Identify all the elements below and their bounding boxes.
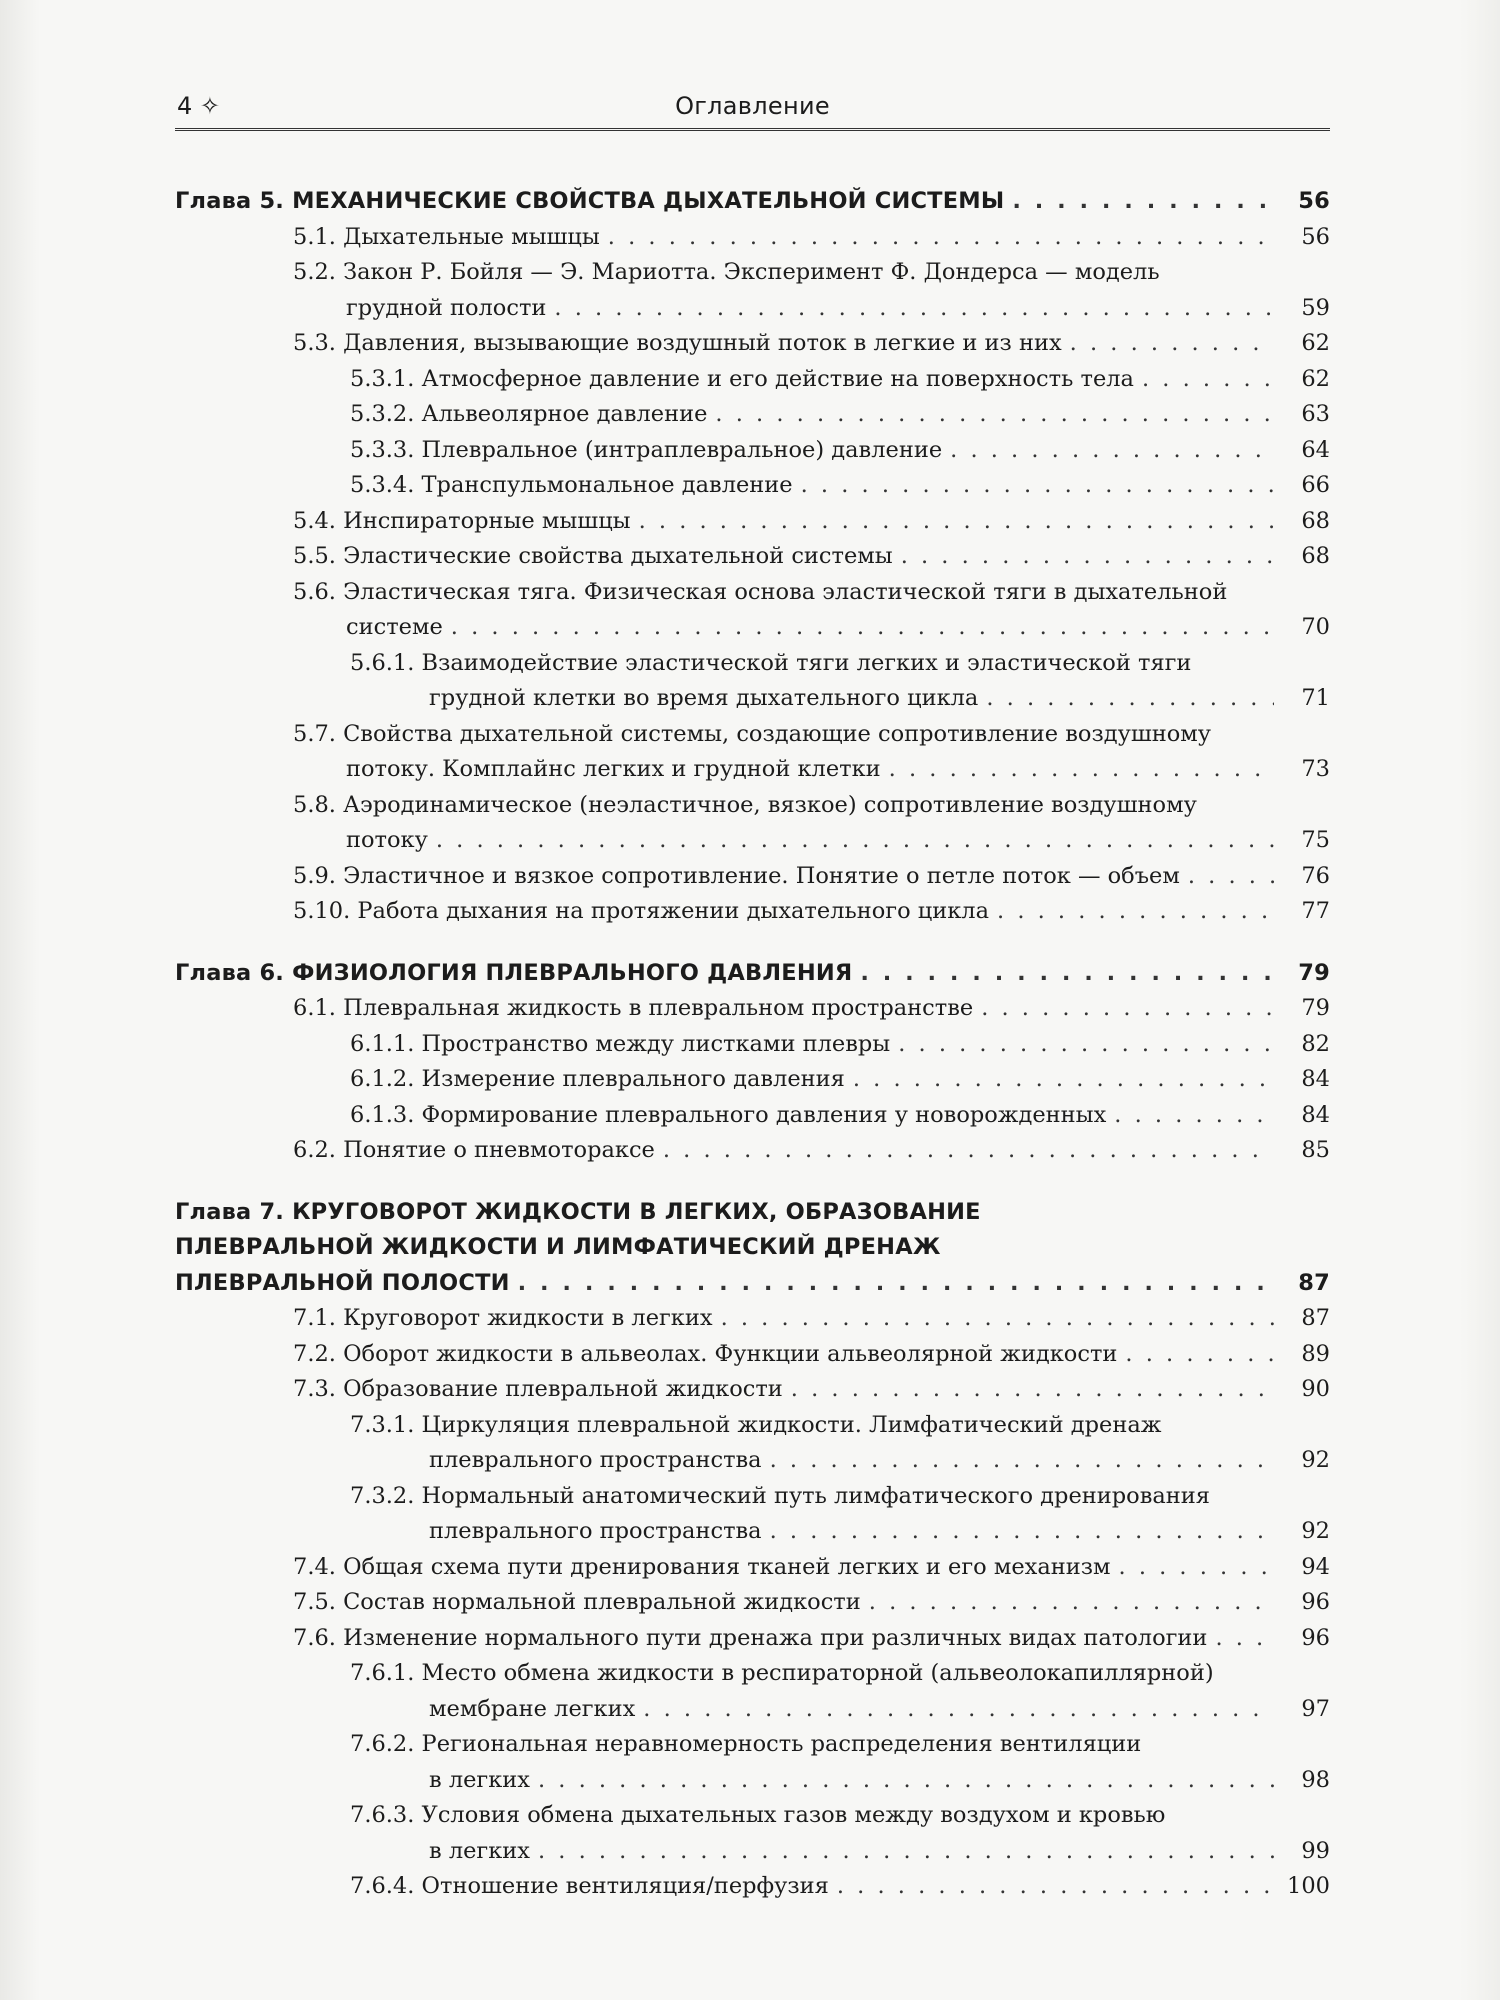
toc-entry-text: 5.6.1. Взаимодействие эластической тяги легких и эластической тяги (350, 649, 1192, 676)
toc-entry-text: 5.3.4. Транспульмональное давление (350, 472, 793, 498)
toc-entry-text: грудной клетки во время дыхательного цикла (429, 685, 979, 711)
toc-entry-text: 7.1. Круговорот жидкости в легких (293, 1305, 713, 1331)
toc-page-number: 76 (1301, 862, 1330, 889)
ornament-icon: ✧ (199, 92, 221, 120)
dot-leader (986, 681, 1274, 717)
toc-page-number: 73 (1301, 756, 1330, 782)
dot-leader (981, 991, 1274, 1027)
toc-page-number: 98 (1301, 1766, 1330, 1793)
toc-page-number: 90 (1301, 1376, 1330, 1402)
toc-page-number: 99 (1301, 1837, 1330, 1864)
toc-entry (175, 433, 1330, 469)
toc-entry-text: 7.6.1. Место обмена жидкости в респираторной (альвеолокапиллярной) (350, 1660, 1214, 1686)
toc-entry (175, 468, 1330, 504)
toc-entry (175, 1798, 1330, 1869)
toc-page-number: 75 (1301, 827, 1330, 853)
dot-leader (1215, 1621, 1274, 1657)
toc-page-number: 96 (1301, 1589, 1330, 1615)
dot-leader (901, 539, 1274, 575)
dot-leader (451, 610, 1274, 646)
toc-entry-text: 5.3.3. Плевральное (интраплевральное) давление (350, 436, 943, 463)
toc-page-number: 84 (1301, 1101, 1330, 1128)
toc-entry-text: системе (346, 614, 443, 640)
toc-entry (175, 788, 1330, 859)
toc-entry-text: 7.5. Состав нормальной плевральной жидкости (293, 1589, 861, 1615)
toc-entry-text: 7.3.1. Циркуляция плевральной жидкости. Лимфатический дренаж (350, 1411, 1162, 1438)
toc-entry-text: Глава 5. МЕХАНИЧЕСКИЕ СВОЙСТВА ДЫХАТЕЛЬНОЙ СИСТЕМЫ (175, 188, 1005, 214)
toc-chapter-entry (175, 184, 1330, 220)
toc-entry (175, 397, 1330, 433)
dot-leader (721, 1301, 1274, 1337)
toc-entry-text: потоку. Комплайнс легких и грудной клетки (346, 756, 881, 782)
toc-page-number: 82 (1301, 1030, 1330, 1057)
dot-leader (1142, 362, 1274, 398)
dot-leader (1119, 1550, 1274, 1586)
toc-entry-text: ПЛЕВРАЛЬНОЙ ЖИДКОСТИ И ЛИМФАТИЧЕСКИЙ ДРЕНАЖ (175, 1234, 941, 1260)
toc-entry-text: 7.2. Оборот жидкости в альвеолах. Функции альвеолярной жидкости (293, 1340, 1118, 1367)
toc-page-number: 62 (1301, 365, 1330, 392)
toc-entry-text: 7.6. Изменение нормального пути дренажа при различных видах патологии (293, 1624, 1208, 1651)
toc-entry-text: 6.1.1. Пространство между листками плевры (350, 1030, 891, 1057)
toc-entry (175, 1585, 1330, 1621)
toc-page-number: 97 (1301, 1695, 1330, 1722)
dot-leader (869, 1585, 1274, 1621)
toc-page-number: 68 (1301, 507, 1330, 534)
toc-entry (175, 1656, 1330, 1727)
toc-entry-text: грудной полости (346, 294, 547, 321)
dot-leader (860, 956, 1274, 992)
toc-page-number: 84 (1301, 1066, 1330, 1092)
toc-entry (175, 504, 1330, 540)
toc-entry-text: 5.8. Аэродинамическое (неэластичное, вязкое) сопротивление воздушному (293, 791, 1197, 818)
toc-entry (175, 1098, 1330, 1134)
toc-page-number: 85 (1301, 1137, 1330, 1163)
dot-leader (889, 752, 1274, 788)
toc-page-number: 56 (1301, 223, 1330, 250)
dot-leader (770, 1443, 1274, 1479)
toc-entry-text: 5.4. Инспираторные мышцы (293, 507, 631, 534)
toc-entry (175, 575, 1330, 646)
dot-leader (1125, 1337, 1274, 1373)
toc-entry (175, 1479, 1330, 1550)
toc-entry (175, 326, 1330, 362)
dot-leader (639, 504, 1274, 540)
dot-leader (608, 220, 1274, 256)
toc-page-number: 94 (1301, 1553, 1330, 1580)
dot-leader (770, 1514, 1274, 1550)
toc-entry-text: 7.4. Общая схема пути дренирования тканей легких и его механизм (293, 1553, 1111, 1580)
toc-entry-text: в легких (429, 1766, 530, 1793)
dot-leader (801, 468, 1274, 504)
toc-page-number: 87 (1301, 1305, 1330, 1331)
toc-page-number: 56 (1298, 188, 1330, 214)
running-header (175, 88, 1330, 131)
toc-entry-text: 7.6.3. Условия обмена дыхательных газов между воздухом и кровью (350, 1802, 1166, 1828)
toc-entry (175, 1869, 1330, 1905)
toc-entry (175, 1408, 1330, 1479)
toc-page-number: 64 (1301, 436, 1330, 463)
toc-entry (175, 1621, 1330, 1657)
toc-page-number: 63 (1301, 401, 1330, 427)
toc-entry-text: 5.6. Эластическая тяга. Физическая основа эластической тяги в дыхательной (293, 578, 1228, 605)
dot-leader (898, 1027, 1274, 1063)
toc-entry-text: ПЛЕВРАЛЬНОЙ ПОЛОСТИ (175, 1269, 510, 1296)
toc-page-number: 79 (1301, 995, 1330, 1021)
toc-page-number: 70 (1301, 614, 1330, 640)
toc-entry-text: 5.7. Свойства дыхательной системы, создающие сопротивление воздушному (293, 720, 1212, 747)
toc-chapter-entry (175, 956, 1330, 992)
dot-leader (538, 1763, 1274, 1799)
toc-entry (175, 362, 1330, 398)
toc-entry-text: 5.3.2. Альвеолярное давление (350, 401, 708, 427)
toc-entry-text: 7.6.2. Региональная неравномерность распределения вентиляции (350, 1731, 1142, 1757)
toc-entry-text: плеврального пространства (429, 1518, 762, 1544)
toc-entry (175, 539, 1330, 575)
toc-entry-text: 6.2. Понятие о пневмотораксе (293, 1137, 655, 1163)
table-of-contents (175, 172, 1330, 1905)
toc-entry (175, 1027, 1330, 1063)
dot-leader (1070, 326, 1274, 362)
toc-entry (175, 717, 1330, 788)
toc-entry-text: 6.1. Плевральная жидкость в плевральном пространстве (293, 995, 974, 1021)
dot-leader (436, 823, 1274, 859)
toc-entry-text: 6.1.3. Формирование плеврального давления у новорожденных (350, 1101, 1107, 1128)
dot-leader (715, 397, 1274, 433)
toc-page-number: 77 (1301, 898, 1330, 924)
dot-leader (643, 1692, 1274, 1728)
toc-entry (175, 1727, 1330, 1798)
toc-entry (175, 1301, 1330, 1337)
toc-entry-text: 7.3.2. Нормальный анатомический путь лимфатического дренирования (350, 1482, 1210, 1509)
toc-page-number: 66 (1301, 472, 1330, 498)
toc-entry (175, 255, 1330, 326)
toc-page-number: 79 (1298, 959, 1330, 986)
toc-entry-text: Глава 6. ФИЗИОЛОГИЯ ПЛЕВРАЛЬНОГО ДАВЛЕНИЯ (175, 959, 853, 986)
toc-entry (175, 1133, 1330, 1169)
dot-leader (1114, 1098, 1274, 1134)
toc-entry-text: 7.3. Образование плевральной жидкости (293, 1376, 783, 1402)
dot-leader (791, 1372, 1274, 1408)
toc-page-number: 100 (1287, 1873, 1330, 1899)
toc-chapter-entry (175, 1195, 1330, 1302)
toc-page-number: 59 (1301, 294, 1330, 321)
toc-page-number: 89 (1301, 1340, 1330, 1367)
toc-page-number: 96 (1301, 1624, 1330, 1651)
toc-entry-text: 5.9. Эластичное и вязкое сопротивление. Понятие о петле поток — объем (293, 862, 1180, 889)
page-number: 4 ✧ (177, 92, 221, 120)
toc-entry (175, 646, 1330, 717)
toc-entry-text: 5.10. Работа дыхания на протяжении дыхательного цикла (293, 898, 990, 924)
dot-leader (837, 1869, 1274, 1905)
toc-entry (175, 220, 1330, 256)
toc-entry-text: 5.2. Закон Р. Бойля — Э. Мариотта. Эксперимент Ф. Дондерса — модель (293, 259, 1160, 285)
dot-leader (538, 1834, 1274, 1870)
dot-leader (853, 1062, 1274, 1098)
toc-entry-text: мембране легких (429, 1695, 636, 1722)
dot-leader (518, 1266, 1274, 1302)
toc-page-number: 62 (1301, 330, 1330, 356)
toc-page-number: 92 (1301, 1447, 1330, 1473)
dot-leader (663, 1133, 1274, 1169)
toc-entry (175, 1062, 1330, 1098)
toc-entry (175, 1372, 1330, 1408)
toc-entry-text: потоку (346, 827, 428, 853)
dot-leader (1188, 859, 1274, 895)
toc-entry-text: плеврального пространства (429, 1447, 762, 1473)
dot-leader (1012, 184, 1274, 220)
toc-entry (175, 1550, 1330, 1586)
toc-entry-text: Глава 7. КРУГОВОРОТ ЖИДКОСТИ В ЛЕГКИХ, ОБРАЗОВАНИЕ (175, 1198, 981, 1225)
toc-page-number: 71 (1301, 685, 1330, 711)
toc-page-number: 87 (1298, 1269, 1330, 1296)
toc-entry (175, 859, 1330, 895)
toc-entry-text: 7.6.4. Отношение вентиляция/перфузия (350, 1873, 829, 1899)
dot-leader (554, 291, 1274, 327)
toc-entry (175, 894, 1330, 930)
toc-page-number: 92 (1301, 1518, 1330, 1544)
toc-entry (175, 1337, 1330, 1373)
toc-page-number: 68 (1301, 543, 1330, 569)
toc-entry-text: в легких (429, 1837, 530, 1864)
running-head-title: Оглавление (675, 92, 830, 120)
toc-entry-text: 5.1. Дыхательные мышцы (293, 223, 600, 250)
toc-entry-text: 5.3. Давления, вызывающие воздушный поток в легкие и из них (293, 330, 1062, 356)
toc-entry-text: 5.5. Эластические свойства дыхательной системы (293, 543, 893, 569)
toc-entry-text: 6.1.2. Измерение плеврального давления (350, 1066, 845, 1092)
dot-leader (997, 894, 1274, 930)
toc-entry (175, 991, 1330, 1027)
toc-entry-text: 5.3.1. Атмосферное давление и его действие на поверхность тела (350, 365, 1134, 392)
dot-leader (950, 433, 1274, 469)
